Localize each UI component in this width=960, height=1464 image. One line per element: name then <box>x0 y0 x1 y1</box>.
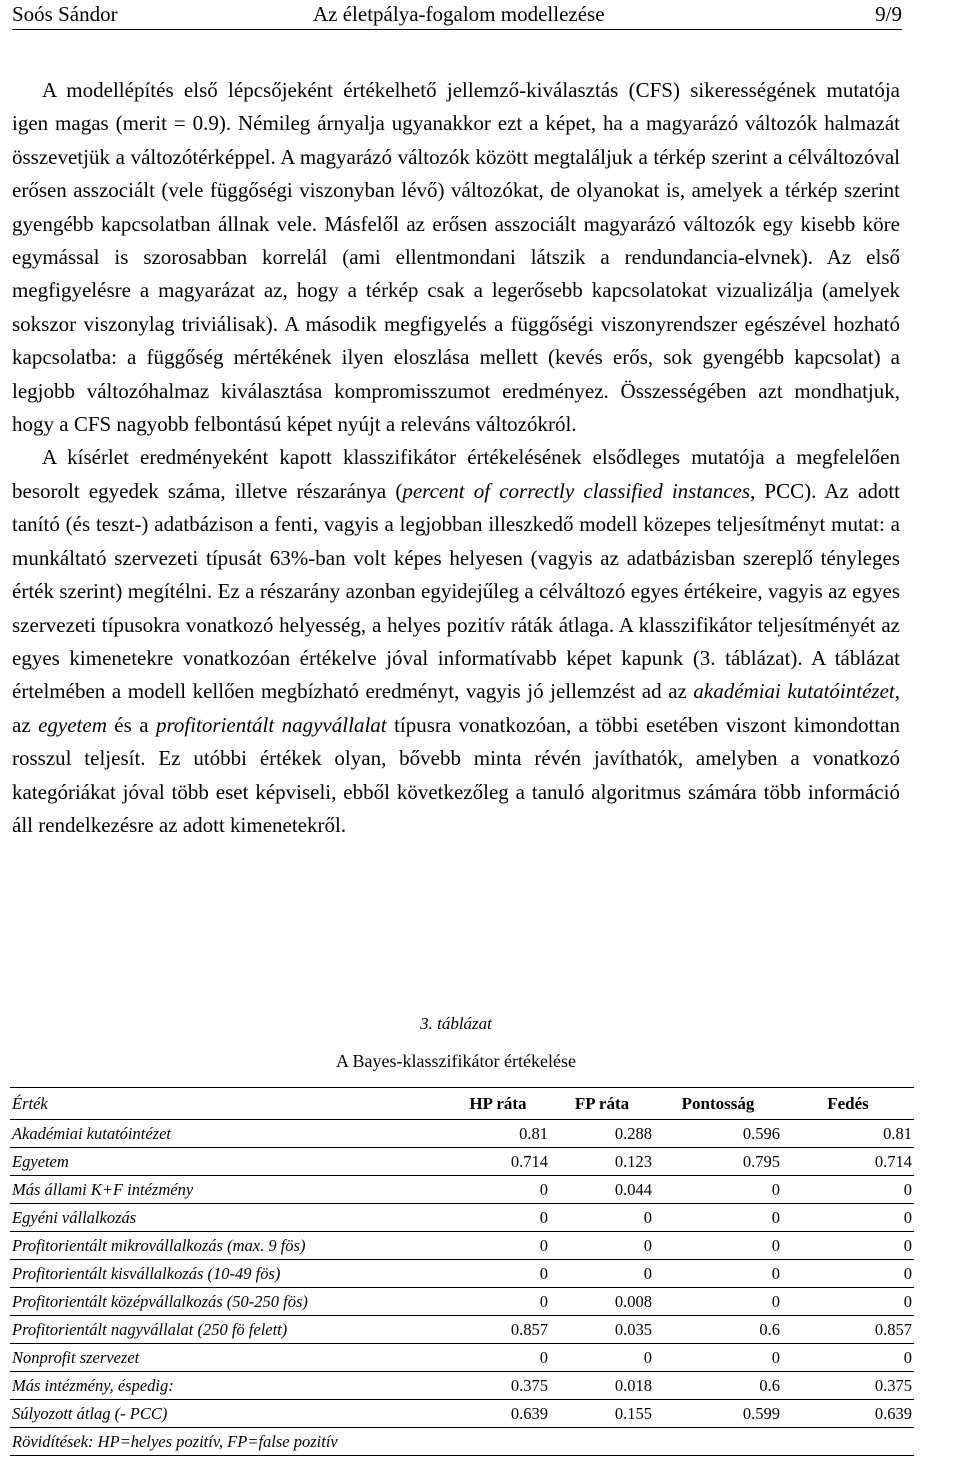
header-page-number: 9/9 <box>875 2 902 26</box>
cell-fedes: 0.857 <box>782 1316 914 1344</box>
table-footnote: Rövidítések: HP=helyes pozitív, FP=false pozitív <box>10 1428 914 1456</box>
cell-pontossag: 0 <box>654 1204 782 1232</box>
cell-fedes: 0 <box>782 1344 914 1372</box>
cell-hp: 0.81 <box>446 1120 550 1148</box>
cell-hp: 0.375 <box>446 1372 550 1400</box>
row-label: Profitorientált mikrovállalkozás (max. 9 fös) <box>10 1232 446 1260</box>
page-header <box>12 0 902 30</box>
cell-fp: 0.288 <box>550 1120 654 1148</box>
table-row <box>10 1176 914 1204</box>
cell-hp: 0.639 <box>446 1400 550 1428</box>
cell-fedes: 0.714 <box>782 1148 914 1176</box>
p2-text-a: A kísérlet eredményeként kapott klasszifikátor értékelésének elsődleges mutatója a megfelelően besorolt egyedek száma, illetve részaránya ( <box>12 445 900 503</box>
cell-fedes: 0.81 <box>782 1120 914 1148</box>
p2-italic-akademiai: akadémiai kutatóintézet <box>693 679 895 704</box>
table-number: 3. táblázat <box>420 1014 492 1033</box>
cell-fp: 0 <box>550 1344 654 1372</box>
cell-pontossag: 0.599 <box>654 1400 782 1428</box>
row-label: Súlyozott átlag (- PCC) <box>10 1400 446 1428</box>
cell-hp: 0 <box>446 1344 550 1372</box>
p2-italic-egyetem: egyetem <box>38 712 107 737</box>
cell-pontossag: 0 <box>654 1176 782 1204</box>
cell-hp: 0.857 <box>446 1316 550 1344</box>
cell-pontossag: 0.6 <box>654 1372 782 1400</box>
p2-text-g: és a <box>106 712 156 737</box>
row-label: Akadémiai kutatóintézet <box>10 1120 446 1148</box>
col-header-fp: FP ráta <box>550 1088 654 1120</box>
cell-fp: 0.044 <box>550 1176 654 1204</box>
cell-fp: 0.155 <box>550 1400 654 1428</box>
row-label: Profitorientált kisvállalkozás (10-49 fös) <box>10 1260 446 1288</box>
row-label: Profitorientált nagyvállalat (250 fö felett) <box>10 1316 446 1344</box>
cell-hp: 0 <box>446 1204 550 1232</box>
table-row <box>10 1148 914 1176</box>
header-author: Soós Sándor <box>12 2 118 26</box>
table-row <box>10 1260 914 1288</box>
table-row-weighted-average <box>10 1400 914 1428</box>
table-row <box>10 1372 914 1400</box>
cell-pontossag: 0 <box>654 1260 782 1288</box>
cell-fp: 0.008 <box>550 1288 654 1316</box>
cell-hp: 0 <box>446 1288 550 1316</box>
results-table <box>10 1087 914 1456</box>
col-header-hp: HP ráta <box>446 1088 550 1120</box>
table-row <box>10 1288 914 1316</box>
table-row <box>10 1344 914 1372</box>
cell-pontossag: 0 <box>654 1288 782 1316</box>
row-label: Nonprofit szervezet <box>10 1344 446 1372</box>
cell-hp: 0.714 <box>446 1148 550 1176</box>
cell-pontossag: 0.596 <box>654 1120 782 1148</box>
cell-fedes: 0 <box>782 1204 914 1232</box>
row-label: Egyéni vállalkozás <box>10 1204 446 1232</box>
row-label: Profitorientált középvállalkozás (50-250 fös) <box>10 1288 446 1316</box>
cell-fp: 0.035 <box>550 1316 654 1344</box>
table-row <box>10 1120 914 1148</box>
col-header-ertek: Érték <box>10 1088 446 1120</box>
cell-pontossag: 0 <box>654 1344 782 1372</box>
cell-fp: 0.123 <box>550 1148 654 1176</box>
cell-fedes: 0 <box>782 1288 914 1316</box>
paragraph-2 <box>12 441 900 842</box>
body-text <box>12 74 900 842</box>
cell-pontossag: 0 <box>654 1232 782 1260</box>
table-row <box>10 1204 914 1232</box>
cell-hp: 0 <box>446 1176 550 1204</box>
p2-text-c: , PCC). Az adott tanító (és teszt-) adatbázison a fenti, vagyis a legjobban illeszkedő modell közepes teljesítményt mutat: a munkáltató szervezeti típusát 63%-ban volt képes helyesen (vagyis az adatbázisban szereplő tényleges érték szerint) megítélni. Ez a részarány azonban egyidejűleg a célváltozó egyes értékeire, vagyis az egyes szervezeti típusokra vonatkozó helyesség, a helyes pozitív ráták átlaga. A klasszifikátor teljesítményét az egyes kimenetekre vonatkozóan értékelve jóval informatívabb képet kapunk (3. táblázat). A táblázat értelmében a modell kellően megbízható eredményt, vagyis jó jellemzést ad az <box>12 478 900 704</box>
paragraph-1: A modellépítés első lépcsőjeként értékelhető jellemző-kiválasztás (CFS) sikerességének mutatója igen magas (merit = 0.9). Némileg árnyalja ugyanakkor ezt a képet, ha a magyarázó változók halmazát összevetjük a változótérképpel. A magyarázó változók között megtaláljuk a térkép szerint a célváltozóval erősen asszociált (vele függőségi viszonyban lévő) változókat, de olyanokat is, amelyek a térkép szerint gyengébb kapcsolatban állnak vele. Másfelől az erősen asszociált magyarázó változók egy kisebb köre egymással is szorosabban korrelál (ami ellentmondani látszik a rendundancia-elvnek). Az első megfigyelésre a magyarázat az, hogy a térkép csak a legerősebb kapcsolatokat vizualizálja (amelyek sokszor viszonylag triviálisak). A második megfigyelés a függőségi viszonyrendszer egészével hozható kapcsolatba: a függőség mértékének ilyen eloszlása mellett (kevés erős, sok gyengébb kapcsolat) a legjobb változóhalmaz kiválasztása kompromisszumot eredményez. Összességében azt mondhatjuk, hogy a CFS nagyobb felbontású képet nyújt a releváns változókról. <box>12 78 900 437</box>
p2-text-e: , az <box>12 679 900 737</box>
cell-fp: 0 <box>550 1260 654 1288</box>
table-header-row <box>10 1088 914 1120</box>
cell-fp: 0 <box>550 1232 654 1260</box>
cell-fp: 0 <box>550 1204 654 1232</box>
table-footnote-row <box>10 1428 914 1456</box>
p2-text-i: típusra vonatkozóan, a többi esetében viszont kimondottan rosszul teljesít. Ez utóbbi értékek olyan, bővebb minta révén javíthatók, amelyben a vonatkozó kategóriákat jóval több eset képviseli, ebből következőleg a tanuló algoritmus számára több információ áll rendelkezésre az adott kimenetekről. <box>12 712 900 837</box>
cell-fedes: 0 <box>782 1176 914 1204</box>
cell-fp: 0.018 <box>550 1372 654 1400</box>
p2-italic-nagyvallalat: profitorientált nagyvállalat <box>156 712 387 737</box>
row-label: Más intézmény, éspedig: <box>10 1372 446 1400</box>
table-row <box>10 1316 914 1344</box>
cell-hp: 0 <box>446 1260 550 1288</box>
row-label: Egyetem <box>10 1148 446 1176</box>
cell-hp: 0 <box>446 1232 550 1260</box>
cell-fedes: 0 <box>782 1232 914 1260</box>
table-title: A Bayes-klasszifikátor értékelése <box>336 1051 576 1071</box>
cell-fedes: 0 <box>782 1260 914 1288</box>
header-title: Az életpálya-fogalom modellezése <box>313 2 605 26</box>
cell-fedes: 0.639 <box>782 1400 914 1428</box>
cell-pontossag: 0.795 <box>654 1148 782 1176</box>
p2-italic-pcc: percent of correctly classified instances <box>402 478 751 503</box>
col-header-fedes: Fedés <box>782 1088 914 1120</box>
table-row <box>10 1232 914 1260</box>
col-header-pontossag: Pontosság <box>654 1088 782 1120</box>
cell-pontossag: 0.6 <box>654 1316 782 1344</box>
row-label: Más állami K+F intézmény <box>10 1176 446 1204</box>
cell-fedes: 0.375 <box>782 1372 914 1400</box>
